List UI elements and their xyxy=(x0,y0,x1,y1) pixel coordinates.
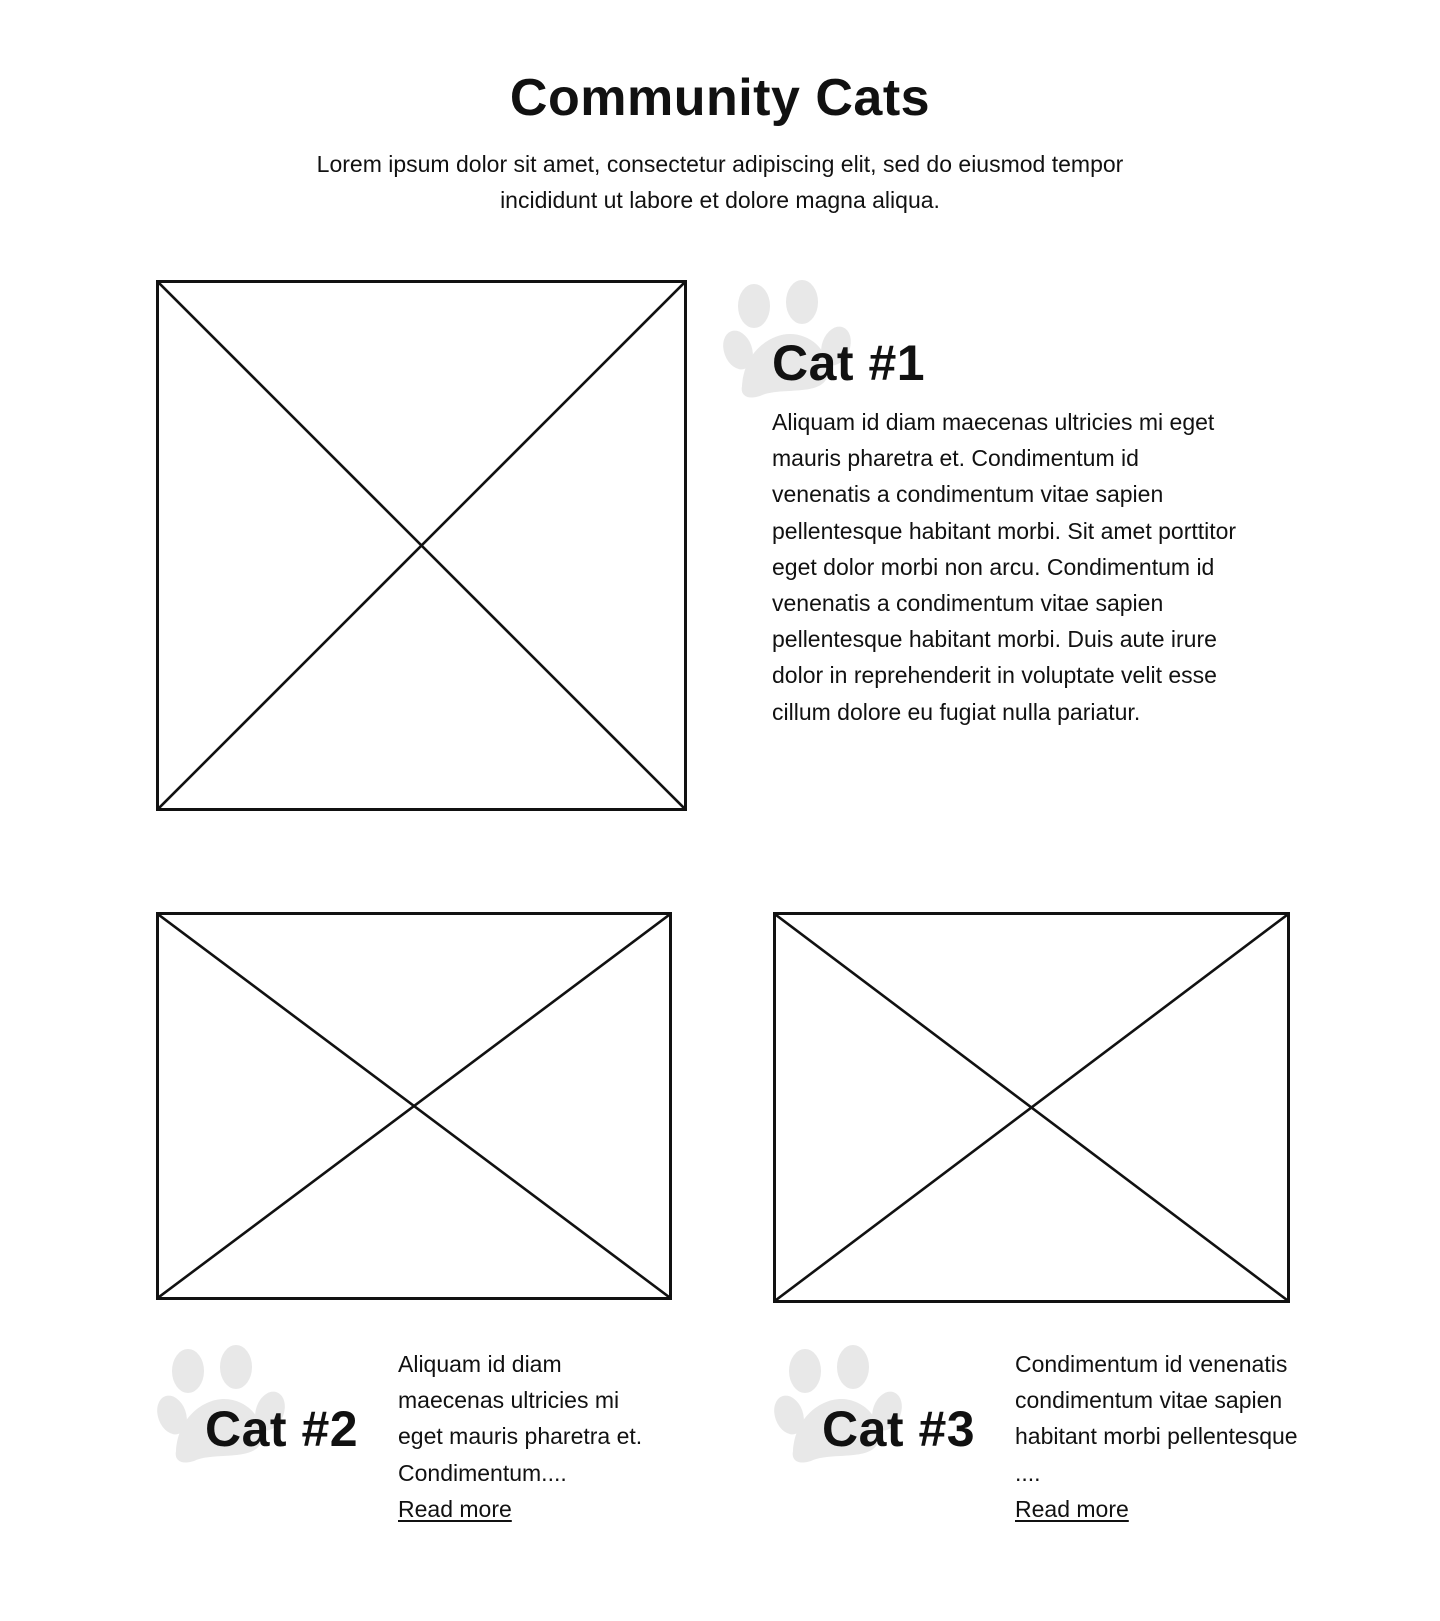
cat-3-name: Cat #3 xyxy=(822,1401,976,1457)
cat-2-excerpt xyxy=(398,1346,656,1527)
cat-2-excerpt-text: Aliquam id diam maecenas ultricies mi eget mauris pharetra et. Condimentum.... xyxy=(398,1351,643,1486)
cat-3-read-more-link[interactable]: Read more xyxy=(1015,1495,1129,1522)
cat-3-image-placeholder xyxy=(773,912,1290,1303)
intro-text: Lorem ipsum dolor sit amet, consectetur adipiscing elit, sed do eiusmod tempor incididunt ut labore et dolore magna aliqua. xyxy=(316,151,1124,213)
cat-3-excerpt-text: Condimentum id venenatis condimentum vitae sapien habitant morbi pellentesque .... xyxy=(1015,1351,1298,1486)
cat-2-read-more-link[interactable]: Read more xyxy=(398,1495,512,1522)
cat-3-excerpt xyxy=(1015,1346,1305,1527)
page-title: Community Cats xyxy=(509,69,931,127)
cat-1-image-placeholder xyxy=(156,280,687,811)
cat-1-description: Aliquam id diam maecenas ultricies mi eget mauris pharetra et. Condimentum id venenatis a condimentum vitae sapien pellentesque habitant morbi. Sit amet porttitor eget dolor morbi non arcu. Condimentum id venenatis a condimentum vitae sapien pellentesque habitant morbi. Duis aute irure dolor in reprehenderit in voluptate velit esse cillum dolore eu fugiat nulla pariatur. xyxy=(772,409,1237,725)
cat-2-name: Cat #2 xyxy=(205,1401,359,1457)
cat-2-image-placeholder xyxy=(156,912,672,1300)
cat-1-name: Cat #1 xyxy=(772,335,926,391)
